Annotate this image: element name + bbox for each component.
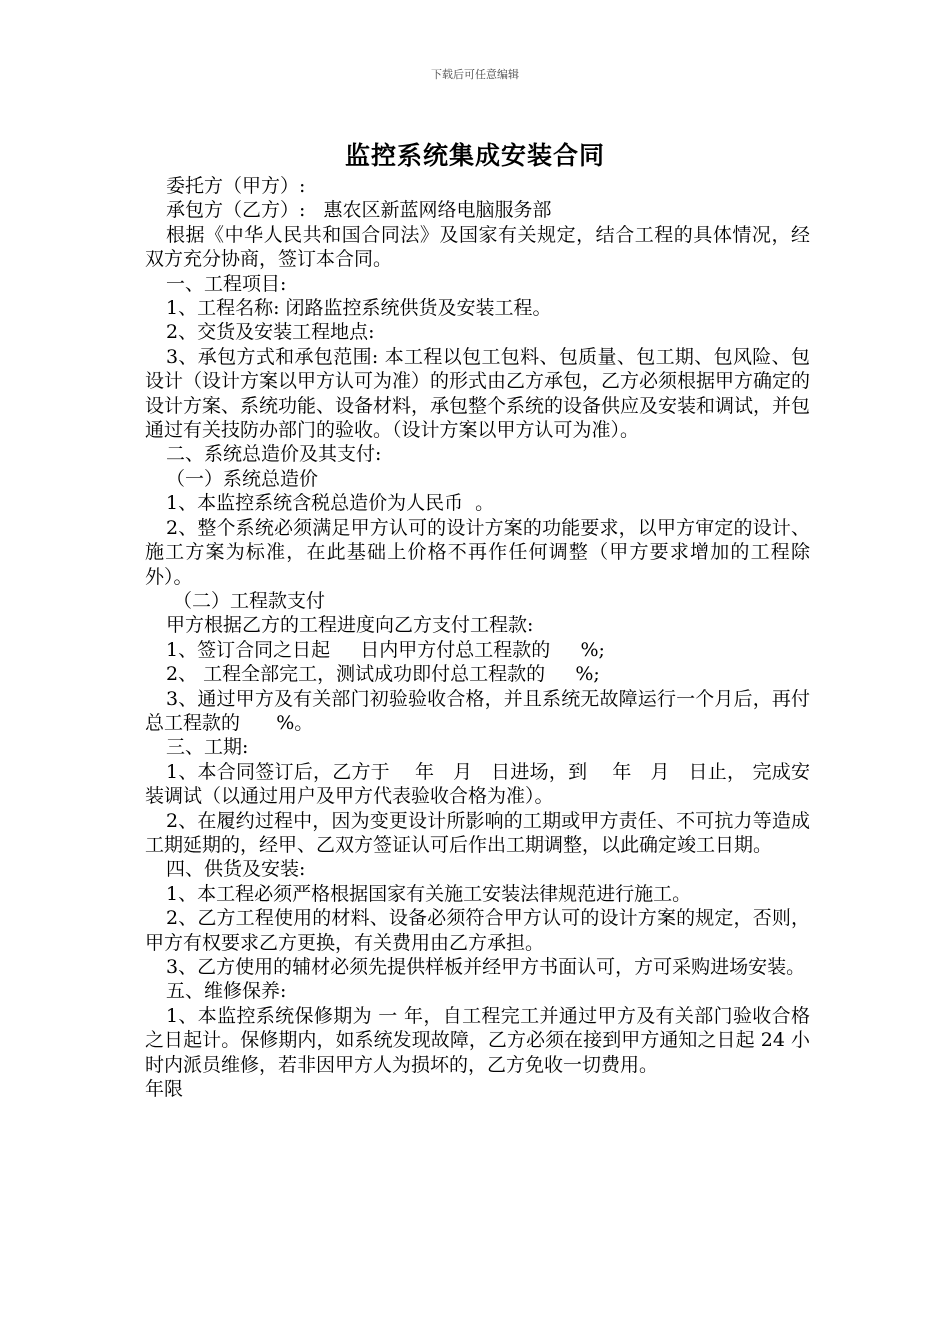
clause-2-1-2: 2、整个系统必须满足甲方认可的设计方案的功能要求，以甲方审定的设计、施工方案为标准，在此基础上价格不再作任何调整（甲方要求增加的工程除外）。 [145,516,810,588]
party-b-line: 承包方（乙方）: 惠农区新蓝网络电脑服务部 [166,199,552,222]
clause-4-1: 1、本工程必须严格根据国家有关施工安装法律规范进行施工。 [166,882,692,905]
clause-5-1: 1、本监控系统保修期为 一 年，自工程完工并通过甲方及有关部门验收合格之日起计。保修期内，如系统发现故障，乙方必须在接到甲方通知之日起 24 小时内派员维修，若非因甲方人为损坏的，乙方免收一切费用。 [145,1004,810,1076]
clause-3-1: 1、本合同签订后，乙方于 年 月 日进场，到 年 月 日止， 完成安装调试（以通过用户及甲方代表验收合格为准）。 [145,760,810,808]
clause-1-3: 3、承包方式和承包范围: 本工程以包工包料、包质量、包工期、包风险、包设计（设计方案以甲方认可为准）的形式由乙方承包，乙方必须根据甲方确定的设计方案、系统功能、设备材料，承包整个系统的设备供应及安装和调试，并包通过有关技防办部门的验收。（设计方案以甲方认可为准）。 [145,345,811,442]
clause-1-1: 1、工程名称: 闭路监控系统供货及安装工程。 [166,297,552,320]
trailing-text: 年限 [145,1078,184,1101]
header-note: 下载后可任意编辑 [431,68,519,81]
subsection-2-2-heading: （二）工程款支付 [173,589,326,612]
clause-3-2: 2、在履约过程中，因为变更设计所影响的工期或甲方责任、不可抗力等造成工期延期的，经甲、乙双方签证认可后作出工期调整，以此确定竣工日期。 [145,809,810,856]
clause-4-3: 3、乙方使用的辅材必须先提供样板并经甲方书面认可，方可采购进场安装。 [166,956,806,978]
clause-2-2-3: 3、通过甲方及有关部门初验验收合格，并且系统无故障运行一个月后，再付总工程款的 %。 [145,687,810,734]
clause-2-2-1: 1、签订合同之日起 日内甲方付总工程款的 %; [166,638,605,661]
contract-body [145,174,810,1101]
section-2-heading: 二、系统总造价及其支付: [166,443,382,466]
section-4-heading: 四、供货及安装: [166,858,306,881]
clause-2-2-2: 2、 工程全部完工，测试成功即付总工程款的 %; [166,663,600,686]
payment-intro: 甲方根据乙方的工程进度向乙方支付工程款: [166,614,534,637]
section-3-heading: 三、工期: [166,736,249,759]
section-5-heading: 五、维修保养: [166,980,287,1003]
section-1-heading: 一、工程项目: [166,272,287,295]
clause-2-1-1: 1、本监控系统含税总造价为人民币 。 [166,492,495,515]
clause-1-2: 2、交货及安装工程地点: [166,321,375,344]
party-a-line: 委托方（甲方）: [166,175,306,197]
preamble-paragraph: 根据《中华人民共和国合同法》及国家有关规定，结合工程的具体情况，经双方充分协商，签订本合同。 [145,223,810,271]
subsection-2-1-heading: （一）系统总造价 [166,467,319,490]
clause-4-2: 2、乙方工程使用的材料、设备必须符合甲方认可的设计方案的规定，否则，甲方有权要求乙方更换，有关费用由乙方承担。 [145,907,810,954]
document-title: 监控系统集成安装合同 [344,141,605,170]
